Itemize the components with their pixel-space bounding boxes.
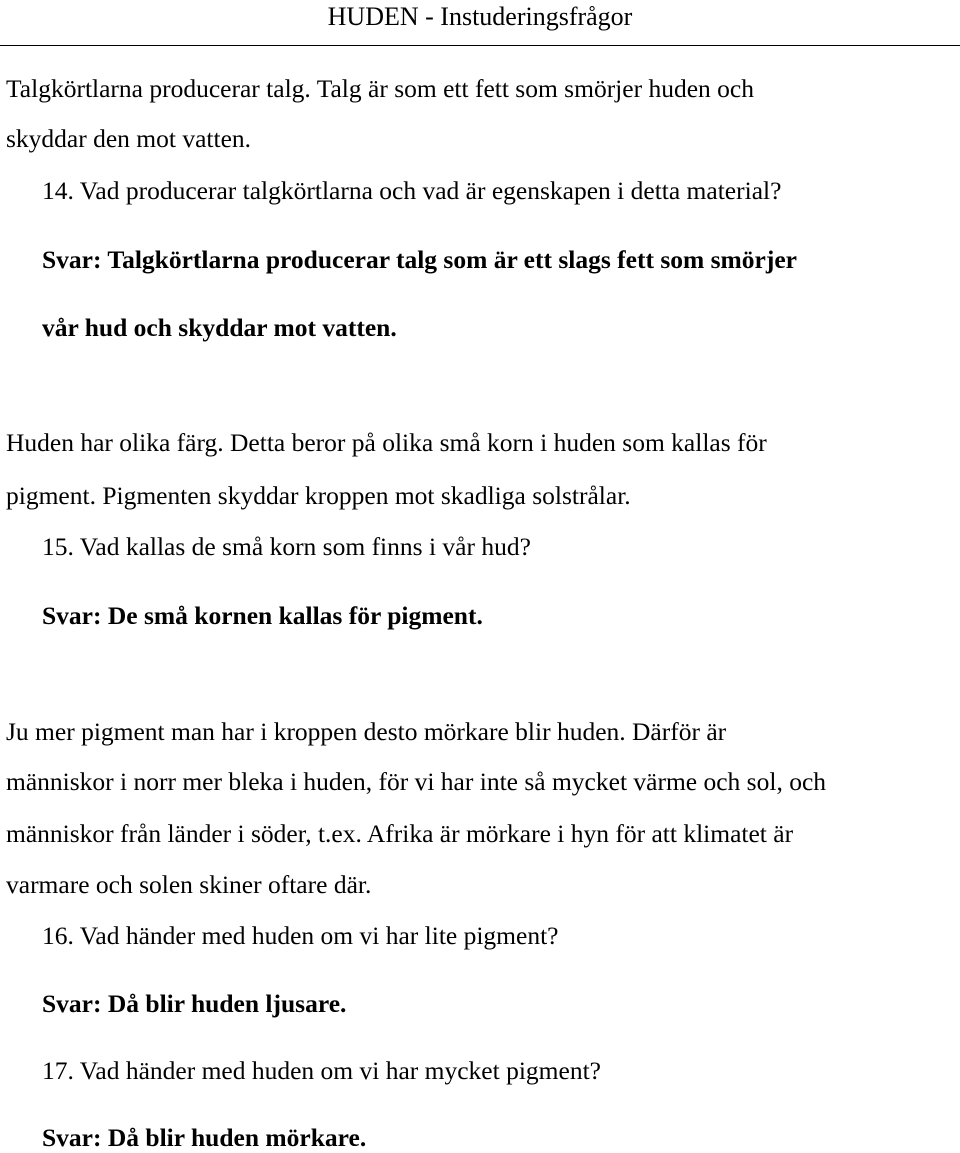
- question-16: 16. Vad händer med huden om vi har lite pigment?: [42, 921, 559, 950]
- page-header: [0, 0, 960, 46]
- body-text-line: människor i norr mer bleka i huden, för vi har inte så mycket värme och sol, och: [6, 767, 827, 796]
- body-text-line: Ju mer pigment man har i kroppen desto mörkare blir huden. Därför är: [6, 717, 727, 746]
- question-14: 14. Vad producerar talgkörtlarna och vad är egenskapen i detta material?: [42, 176, 782, 205]
- answer-15: Svar: De små kornen kallas för pigment.: [42, 601, 483, 630]
- body-text-line: Talgkörtlarna producerar talg. Talg är som ett fett som smörjer huden och: [6, 74, 754, 103]
- body-text-line: människor från länder i söder, t.ex. Afrika är mörkare i hyn för att klimatet är: [6, 819, 794, 848]
- question-17: 17. Vad händer med huden om vi har mycket pigment?: [42, 1056, 601, 1085]
- body-text-line: varmare och solen skiner oftare där.: [6, 870, 372, 899]
- question-15: 15. Vad kallas de små korn som finns i vår hud?: [42, 532, 531, 561]
- answer-14-line: vår hud och skyddar mot vatten.: [42, 313, 397, 342]
- answer-14-line: Svar: Talgkörtlarna producerar talg som är ett slags fett som smörjer: [42, 245, 797, 274]
- answer-16: Svar: Då blir huden ljusare.: [42, 989, 347, 1018]
- answer-17: Svar: Då blir huden mörkare.: [42, 1123, 367, 1152]
- body-text-line: pigment. Pigmenten skyddar kroppen mot skadliga solstrålar.: [6, 481, 631, 510]
- body-text-line: skyddar den mot vatten.: [6, 124, 252, 153]
- page-title: HUDEN - Instuderingsfrågor: [327, 2, 633, 31]
- body-text-line: Huden har olika färg. Detta beror på olika små korn i huden som kallas för: [6, 428, 767, 457]
- header-divider: [0, 45, 960, 46]
